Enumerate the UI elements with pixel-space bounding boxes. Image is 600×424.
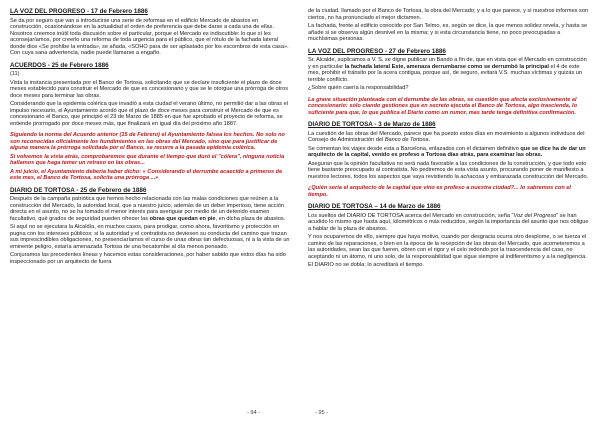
article-diario-tortosa-3-mar bbox=[308, 121, 590, 180]
page-number-right: - 95 - bbox=[314, 410, 328, 416]
article-heading: DIARIO DE TORTOSA - 25 de Febrero de 1886 bbox=[10, 186, 147, 194]
emphasis-text: Voz del Progreso bbox=[513, 212, 557, 219]
commentary-paragraph: Si volvemos la vista atrás, comprobaremos que durante el tiempo que duró el "cólera", ninguna noticia hallamos que haga temer un retraso en las obras... bbox=[10, 153, 285, 166]
left-page bbox=[10, 8, 292, 408]
article-paragraph: La fachada, frente al edificio conocido por San Telmo, es, según se dice, la que menos solidez revela, y hasta se añade si se observa algún desnivel en la misma; y si esta circunstancia tiene, no poco preocupadas a muchísimas personas. bbox=[308, 23, 588, 42]
emphasis-text: achacosa bbox=[460, 173, 485, 180]
article-heading: LA VOZ DEL PROGRESO - 17 de Febrero 1886 bbox=[10, 8, 148, 15]
article-diario-tortosa-14-mar bbox=[308, 203, 590, 269]
article-voz-progreso-27-feb bbox=[308, 48, 590, 92]
article-paragraph: Conjuramos las precedentes líneas y hacemos estas consideraciones, por haber sabido que estos días ha sido inspeccionado por un arquitecto de fuera bbox=[10, 252, 286, 265]
text-run: . bbox=[428, 137, 431, 143]
article-heading: ACUERDOS - 25 de Febrero 1886 bbox=[10, 61, 109, 69]
article-diario-tortosa-25-feb bbox=[10, 187, 292, 266]
article-paragraph: Si aquí no se ejecutara la Alcaldía, en muchos casos, para prodigar, como ahora, favoritismo y protección en pugna con los intereses públicos; si la autoridad y el contratista no deviesen su conducta del camino que trazan sus imprescindibles obligaciones, no presenciaríamos el curso de unas obras tan defectuosas, ni a la vista de un eminente peligro, estaría amenazada Tortosa de una hecatombe al día menos pensado. bbox=[10, 224, 290, 250]
text-run: Se comentan los viajes desde esta a Barcelona, enlazados con el dictamen definitivo bbox=[308, 145, 521, 152]
emphasis-text: que se dice ha de dar un arquitecto de la capital, venido ex profeso a Tortosa días atrás, para examinar las obras. bbox=[308, 145, 586, 158]
article-paragraph bbox=[308, 57, 590, 83]
article-continuation bbox=[308, 8, 590, 43]
article-paragraph: de la ciudad, llamado por el Banco de Tortosa, la obra del Mercado; y a lo que parece, y si nuestros informes son ciertos, no ha pronunciado el mejor dictamen. bbox=[308, 8, 589, 21]
article-acuerdos-25-feb bbox=[10, 62, 292, 128]
commentary-paragraph: La grave situación planteada con el derrumbe de las obras, se cuestión que afecta exclusivamente al concesionario: sólo ciando gestiones que en secreto ejecuta el Banco de Tortosa, algo trascienda, lo suficiente para que, lo que publica el Diario como un rumor, mas tarde tenga definitiva confirmación. bbox=[308, 96, 577, 116]
text-run: " se han acudido lo mismo que hasta aquí, kilométricos o más reducidos, según la importancia del asunto que nos obligue a hablar de la plaza de abastos. bbox=[308, 212, 589, 232]
commentary-paragraph: Siguiendo la norma del Acuerdo anterior (15 de Febrero) el Ayuntamiento falsea los hechos. No solo no son reconocidas oficialmente los hundimientos en las obras del Mercado, sino que para justificar de alguna manera la prórroga solicitada por el Banco, se recurre a la pasada epidemia colérica. bbox=[10, 132, 285, 151]
text-run: La cuestión de las obras del Mercado, parece que ha puesto estos días en movimiento a algunos individuos del Consejo de Administración del bbox=[308, 130, 585, 143]
article-heading: DIARIO DE TORTOSA - 3 de Marzo de 1886 bbox=[308, 121, 436, 128]
article-paragraph: (11) bbox=[10, 71, 20, 77]
text-run: , en dicha plaza de abastos. bbox=[215, 215, 286, 222]
article-heading: LA VOZ DEL PROGRESO - 27 de Febrero 1886 bbox=[308, 47, 446, 55]
text-run: Después de la campaña patriótica que hemos hecho relacionada con las malas condiciones que reúnen a la construcción del Mercado, la autoridad local, que a nuestro juicio, además de un deber imperioso, tiene acción directa en el asunto, no se ha tomado el menor interés para averiguar por medio de un detenido examen facultativo, qué grados de seguridad pueden ofrecer las bbox=[10, 196, 284, 222]
text-run: el 4 de este mes, prohibir el tránsito por la acera contigua, porque así, de seguro, evitará V.S. muchas víctimas y quizás un terrible conflicto. bbox=[308, 63, 583, 83]
text-run: Sr. Alcalde, suplicamos a V. S. se digne publicar un Bando a fin de, que en vista que el Mercado en construcción y en particular bbox=[308, 57, 587, 70]
commentary-paragraph: ¿Quién sería el arquitecto de la capital que vino ex profeso a nuestra ciudad?... lo sabremos con el tiempo. bbox=[308, 185, 571, 198]
article-paragraph: Y nos ocuparemos de ello, siempre que haya motivo, cuando por desgracia ocurra otro desplome, o se tuerza el camino de las reparaciones, o bien en la época de la recepción de las obras del Mercado, que acometeremos a las autoridades, sean las que fueren, obren con el rigor y el celo redondo por la trascendencia del caso, no aceptando ni un átomo, ni uno solo, de la responsabilidad que sigue siempre al indiferentismo y a la negligencia. bbox=[308, 234, 587, 260]
article-paragraph: Considerando que la epidemia colérica que invadió a esta ciudad el verano último, no permitió dar a las obras el impulso necesario, el Ayuntamiento acordó que el plazo de doce meses para construir el Mercado de que es concesionario el Banco, que principió el 23 de Marzo de 1885 en que fue aprobado el proyecto de reforma, se entiende prorrogado por doce meses más, que finalizará en igual día del próximo año 1887. bbox=[10, 101, 288, 127]
article-voz-progreso-17-feb bbox=[10, 8, 292, 57]
article-paragraph: El DIARIO no se dobla; lo acreditará el tiempo. bbox=[308, 262, 424, 268]
article-paragraph bbox=[10, 196, 292, 222]
article-heading: DIARIO DE TORTOSA – 14 de Marzo de 1886 bbox=[308, 203, 441, 210]
author-commentary bbox=[10, 132, 292, 182]
text-run: Aseguran que la opinión facultativa no será nada favorable a las condiciones de la construcción, y que todo esto tiene bastante preocupado al contratista. No pediremos de esta vista asunto, procurando poner de manifiesto a nuestros lectores, todos los aspectos que vaya revistiendo la bbox=[308, 160, 587, 180]
author-commentary bbox=[308, 97, 590, 117]
page-footer bbox=[0, 412, 600, 420]
emphasis-text: la fachada lateral Este, amenaza derrumbarse como se derrumbó la principal bbox=[344, 63, 549, 70]
emphasis-text: Banco de Tortosa bbox=[384, 137, 429, 143]
article-paragraph: ¿Sobre quién caería la responsabilidad? bbox=[308, 85, 409, 91]
article-paragraph bbox=[308, 213, 590, 233]
article-paragraph bbox=[308, 131, 590, 144]
commentary-paragraph: A mi juicio, el Ayuntamiento debería haber dicho: « Considerando el derrumbe acaecido a primeros de este mes, el Banco de Tortosa, solicita una prórroga ...» bbox=[10, 168, 283, 181]
article-paragraph bbox=[308, 161, 590, 181]
right-page bbox=[308, 8, 590, 408]
article-body: Se da por seguro que van a introducirse una serie de reformas en el edificio Mercado de abastos en construcción, ocasionándose en la actualidad el orden de preferencia que debe darse a cada una de ellas. Nosotros creemos inútil toda discusión sobre el particular, porque el Mercado es indiscutible: lo que sí les aconsejaríamos, por creerlo una reforma de toda urgencia para el público, que el rótulo de la fachada lateral donde dice «Se prohíbe la entrada», se añada, «SOHO para de ser aplastado por los escombros de esta casa». Con cuya sana advertencia, nadie puede llamarse a engaño. bbox=[10, 17, 289, 56]
author-commentary bbox=[308, 185, 590, 198]
article-paragraph bbox=[308, 146, 590, 159]
article-paragraph: Vista la instancia presentada por el Banco de Tortosa, solicitando que se declare insuficiente el plazo de doce meses establecido para construir el Mercado de que es concesionario y que se le otorgue una prórroga de otros doce meses para terminar las obras. bbox=[10, 79, 288, 99]
page-number-left: - 94 - bbox=[247, 410, 261, 416]
emphasis-text: obras que quedan en pie bbox=[149, 215, 216, 222]
text-run: y embarazada construcción del Mercado. bbox=[484, 173, 589, 180]
text-run: Los sueltos del DIARIO DE TORTOSA acerca del Mercado en construcción, seña " bbox=[308, 212, 514, 219]
